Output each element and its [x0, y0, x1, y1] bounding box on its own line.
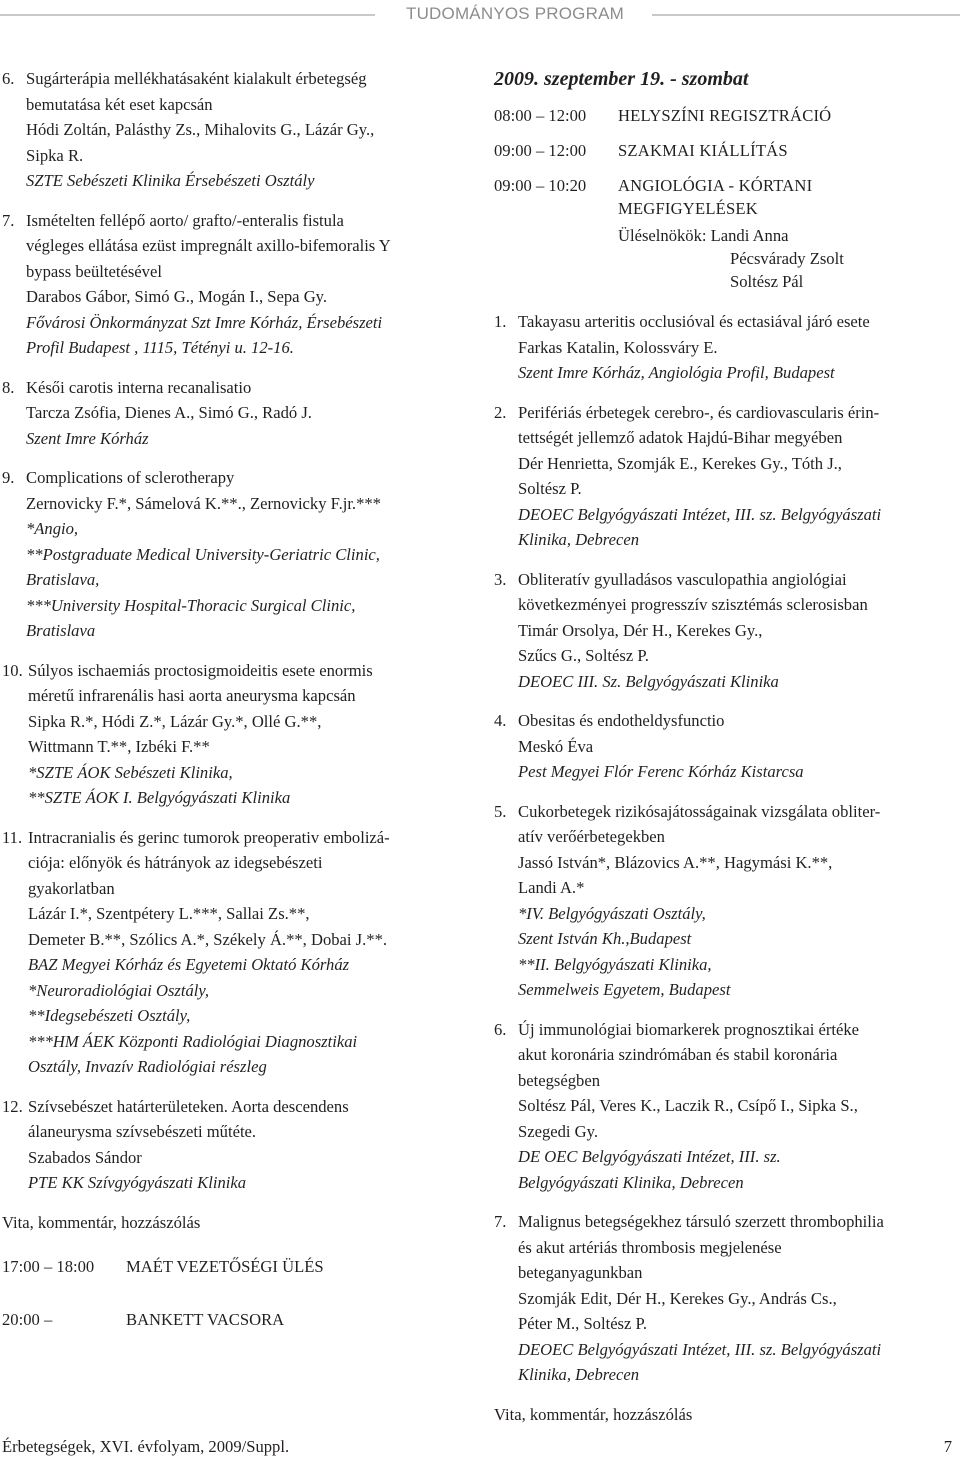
schedule-label [618, 139, 960, 162]
program-item-row [494, 1209, 960, 1388]
item-line: Soltész P. [518, 479, 582, 498]
item-line: Lázár I.*, Szentpétery L.***, Sallai Zs.**, [28, 904, 310, 923]
item-body [518, 400, 960, 553]
item-affiliation: *IV. Belgyógyászati Osztály, [518, 903, 706, 923]
item-affiliation: Osztály, Invazív Radiológiai részleg [28, 1057, 267, 1076]
chairs-line: Soltész Pál [730, 272, 804, 291]
schedule-time: 20:00 – [2, 1310, 53, 1329]
item-number: 12. [2, 1096, 23, 1116]
item-number: 6. [494, 1019, 507, 1039]
item-number: 10. [2, 660, 23, 680]
item-affiliation: *Angio, [26, 519, 79, 538]
program-item [2, 465, 468, 644]
item-line: Complications of sclerotherapy [26, 468, 235, 487]
program-item-row [494, 400, 960, 553]
left-column [2, 66, 468, 1361]
item-body [28, 658, 468, 811]
item-body [518, 1209, 960, 1388]
program-item [2, 1094, 468, 1196]
item-line: Farkas Katalin, Kolossváry E. [518, 337, 718, 357]
item-line: Szegedi Gy. [518, 1121, 599, 1141]
item-line: betegségben [518, 1070, 601, 1090]
item-affiliation: DEOEC III. Sz. Belgyógyászati Klinika [518, 671, 779, 691]
schedule-time: 08:00 – 12:00 [494, 106, 587, 125]
item-line: Sipka R.*, Hódi Z.*, Lázár Gy.*, Ollé G.**, [28, 711, 322, 731]
item-number: 1. [494, 312, 507, 331]
item-line: és akut artériás thrombosis megjelenése [518, 1237, 782, 1257]
item-affiliation: DEOEC Belgyógyászati Intézet, III. sz. Belgyógyászati [518, 1339, 882, 1359]
item-number: 11. [2, 827, 23, 847]
schedule-row [494, 104, 960, 127]
item-line: Wittmann T.**, Izbéki F.** [28, 737, 210, 756]
schedule-time: 17:00 – 18:00 [2, 1257, 95, 1276]
item-line: ciója: előnyök és hátrányok az idegsebészeti [28, 853, 323, 872]
header-title: TUDOMÁNYOS PROGRAM [405, 4, 624, 23]
chairs-line: Pécsvárady Zsolt [730, 249, 844, 268]
program-item-row [2, 375, 468, 452]
schedule-row [494, 139, 960, 162]
item-line: Sipka R. [26, 145, 84, 165]
item-line: következményei progresszív szisztémás sclerosisban [518, 595, 868, 614]
item-line: Meskó Éva [518, 736, 594, 756]
item-line: Soltész Pál, Veres K., Laczik R., Csípő I., Sipka S., [518, 1096, 858, 1115]
item-affiliation: Szent István Kh.,Budapest [518, 929, 692, 948]
program-item [2, 66, 468, 194]
item-line: Péter M., Soltész P. [518, 1314, 648, 1333]
item-affiliation: **Postgraduate Medical University-Geriatric Clinic, [26, 544, 380, 564]
item-affiliation: Klinika, Debrecen [518, 1365, 640, 1384]
item-affiliation: Szent Imre Kórház, Angiológia Profil, Budapest [518, 363, 835, 382]
item-affiliation: **SZTE ÁOK I. Belgyógyászati Klinika [28, 788, 291, 807]
program-item [494, 400, 960, 553]
item-body [26, 66, 468, 194]
item-affiliation: Bratislava, [26, 570, 100, 589]
item-number: 5. [494, 801, 507, 821]
item-affiliation: ***HM ÁEK Központi Radiológiai Diagnosztikai [28, 1031, 358, 1051]
program-item-row [494, 799, 960, 1003]
item-line: Darabos Gábor, Simó G., Mogán I., Sepa Gy. [26, 287, 328, 306]
item-body [518, 1017, 960, 1196]
item-affiliation: DEOEC Belgyógyászati Intézet, III. sz. Belgyógyászati [518, 504, 882, 524]
item-line: Új immunológiai biomarkerek prognosztikai értéke [518, 1019, 859, 1039]
item-affiliation: DE OEC Belgyógyászati Intézet, III. sz. [518, 1147, 781, 1166]
program-item [494, 309, 960, 386]
program-item [2, 658, 468, 811]
item-body [28, 825, 468, 1080]
item-line: Szomják Edit, Dér H., Kerekes Gy., András Cs., [518, 1288, 837, 1308]
program-item [494, 708, 960, 785]
item-line: Késői carotis interna recanalisatio [26, 377, 252, 397]
item-line: Obliteratív gyulladásos vasculopathia angiológiai [518, 569, 847, 589]
item-line: végleges ellátása ezüst impregnált axillo-bifemoralis Y [26, 236, 391, 255]
item-line: Malignus betegségekhez társuló szerzett thrombophilia [518, 1212, 884, 1231]
item-line: Sugárterápia mellékhatásaként kialakult érbetegség [26, 69, 367, 88]
item-number: 3. [494, 569, 507, 589]
item-body [518, 799, 960, 1003]
item-line: Zernovicky F.*, Sámelová K.**., Zernovicky F.jr.*** [26, 493, 381, 513]
item-line: Takayasu arteritis occlusióval és ectasiával járó esete [518, 312, 870, 331]
item-number: 9. [2, 468, 15, 487]
item-number: 7. [2, 210, 15, 230]
right-column [494, 66, 960, 1447]
item-number: 6. [2, 69, 15, 88]
item-line: Cukorbetegek rizikósajátosságainak vizsgálata obliter- [518, 801, 881, 821]
item-line: Intracranialis és gerinc tumorok preoperativ embolizá- [28, 827, 390, 847]
schedule-banquet [2, 1308, 468, 1331]
item-line: Timár Orsolya, Dér H., Kerekes Gy., [518, 620, 763, 640]
item-affiliation: Profil Budapest , 1115, Tétényi u. 12-16. [26, 338, 294, 357]
item-line: Dér Henrietta, Szomják E., Kerekes Gy., Tóth J., [518, 453, 842, 473]
program-item [494, 799, 960, 1003]
discussion-note: Vita, kommentár, hozzászólás [2, 1212, 201, 1232]
program-item-row [2, 658, 468, 811]
item-number: 2. [494, 402, 507, 422]
page-number: 7 [943, 1437, 952, 1456]
header-rule-right [652, 14, 960, 16]
item-affiliation: Klinika, Debrecen [518, 530, 640, 549]
item-line: Ismételten fellépő aorto/ grafto/-enteralis fistula [26, 210, 344, 230]
item-body [26, 465, 468, 644]
item-line: Jassó István*, Blázovics A.**, Hagymási K.**, [518, 852, 833, 872]
item-line: Obesitas és endotheldysfunctio [518, 711, 725, 730]
item-line: álaneurysma szívsebészeti műtéte. [28, 1122, 257, 1141]
program-item [2, 825, 468, 1080]
item-line: Demeter B.**, Szólics A.*, Székely Á.**, Dobai J.**. [28, 929, 388, 949]
item-number: 8. [2, 377, 15, 397]
item-affiliation: *SZTE ÁOK Sebészeti Klinika, [28, 762, 233, 782]
program-item [2, 375, 468, 452]
item-line: Súlyos ischaemiás proctosigmoideitis esete enormis [28, 660, 373, 680]
item-affiliation: *Neuroradiológiai Osztály, [28, 980, 210, 1000]
item-line: akut koronária szindrómában és stabil koronária [518, 1045, 838, 1064]
item-affiliation: Szent Imre Kórház [26, 428, 149, 448]
item-line: Tarcza Zsófia, Dienes A., Simó G., Radó J. [26, 403, 312, 422]
program-item-row [2, 66, 468, 194]
item-affiliation: Bratislava [26, 621, 96, 640]
item-affiliation: Belgyógyászati Klinika, Debrecen [518, 1172, 744, 1192]
item-body [518, 567, 960, 695]
header-rule-left [0, 14, 375, 16]
item-line: Landi A.* [518, 878, 585, 897]
item-affiliation: **Idegsebészeti Osztály, [28, 1006, 191, 1025]
item-line: Hódi Zoltán, Palásthy Zs., Mihalovits G., Lázár Gy., [26, 120, 375, 139]
discussion-note: Vita, kommentár, hozzászólás [494, 1404, 693, 1424]
journal-footer: Érbetegségek, XVI. évfolyam, 2009/Suppl. [2, 1437, 290, 1456]
schedule-label: MAÉT VEZETŐSÉGI ÜLÉS [126, 1257, 324, 1276]
item-number: 7. [494, 1212, 507, 1231]
item-affiliation: Fővárosi Önkormányzat Szt Imre Kórház, Érsebészeti [26, 312, 383, 332]
item-line: méretű infrarenális hasi aorta aneurysma kapcsán [28, 686, 356, 705]
item-line: gyakorlatban [28, 878, 115, 898]
date-heading: 2009. szeptember 19. - szombat [494, 68, 749, 90]
program-item-row [494, 567, 960, 695]
item-body [518, 708, 960, 785]
item-line: Szűcs G., Soltész P. [518, 646, 649, 665]
schedule-meeting [2, 1255, 468, 1278]
program-item-row [494, 708, 960, 785]
item-affiliation: Semmelweis Egyetem, Budapest [518, 980, 731, 999]
program-item [494, 1209, 960, 1388]
item-affiliation: **II. Belgyógyászati Klinika, [518, 954, 712, 974]
program-item [494, 567, 960, 695]
item-line: beteganyagunkban [518, 1263, 643, 1282]
item-number: 4. [494, 711, 507, 730]
schedule-row [494, 174, 960, 220]
schedule-label [618, 174, 960, 220]
item-body [26, 375, 468, 452]
program-item [494, 1017, 960, 1196]
item-affiliation: SZTE Sebészeti Klinika Érsebészeti Osztály [26, 171, 315, 190]
item-body [28, 1094, 468, 1196]
program-item-row [494, 309, 960, 386]
schedule-label-line: SZAKMAI KIÁLLÍTÁS [618, 141, 788, 160]
schedule-label: BANKETT VACSORA [126, 1310, 285, 1329]
item-line: Szívsebészet határterületeken. Aorta descendens [28, 1096, 349, 1116]
program-item-row [2, 465, 468, 644]
program-item-row [494, 1017, 960, 1196]
item-body [26, 208, 468, 361]
program-item-row [2, 825, 468, 1080]
schedule-time: 09:00 – 12:00 [494, 141, 587, 160]
program-item-row [2, 1094, 468, 1196]
schedule-label-line: MEGFIGYELÉSEK [618, 199, 758, 218]
item-affiliation: BAZ Megyei Kórház és Egyetemi Oktató Kórház [28, 955, 350, 974]
item-affiliation: Pest Megyei Flór Ferenc Kórház Kistarcsa [518, 762, 804, 781]
page-header [0, 0, 960, 32]
item-line: tettségét jellemző adatok Hajdú-Bihar megyében [518, 428, 843, 447]
item-line: bypass beültetésével [26, 261, 162, 281]
item-line: bemutatása két eset kapcsán [26, 94, 213, 114]
schedule-label-line: ANGIOLÓGIA - KÓRTANI [618, 176, 813, 195]
item-affiliation: ***University Hospital-Thoracic Surgical Clinic, [26, 595, 356, 615]
schedule-label [618, 104, 960, 127]
chairs-line: Üléselnökök: Landi Anna [618, 226, 789, 245]
item-line: Szabados Sándor [28, 1147, 142, 1167]
session-chairs [618, 224, 960, 293]
schedule-time: 09:00 – 10:20 [494, 176, 587, 195]
item-body [518, 309, 960, 386]
program-item-row [2, 208, 468, 361]
item-affiliation: PTE KK Szívgyógyászati Klinika [28, 1173, 247, 1192]
program-item [2, 208, 468, 361]
item-line: atív verőérbetegekben [518, 827, 665, 846]
schedule-label-line: HELYSZÍNI REGISZTRÁCIÓ [618, 106, 832, 125]
item-line: Perifériás érbetegek cerebro-, és cardiovascularis érin- [518, 402, 880, 422]
